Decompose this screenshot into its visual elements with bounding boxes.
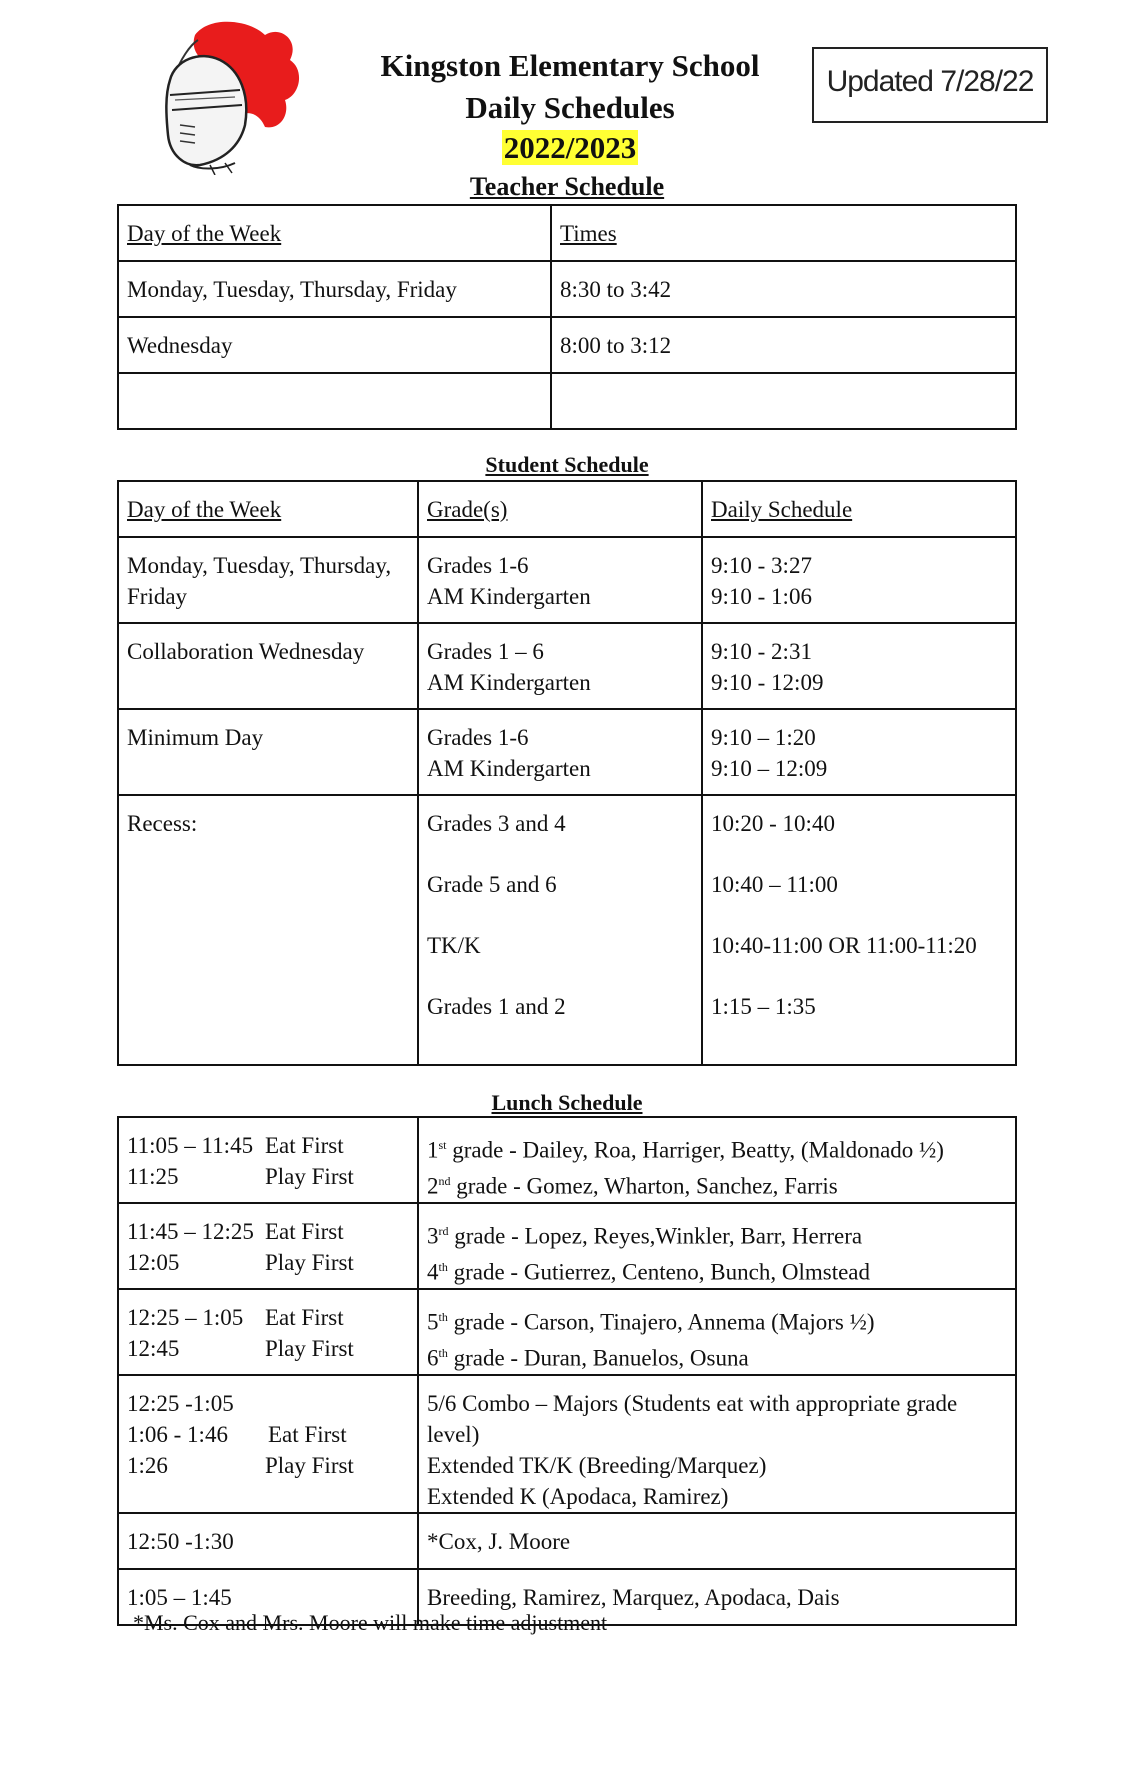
time-text: 12:25 – 1:05 (127, 1305, 244, 1330)
table-cell (418, 1117, 1016, 1203)
table-cell (118, 1203, 418, 1289)
table-cell (702, 537, 1016, 623)
grade-suffix: th (438, 1345, 448, 1360)
time-text: 1:26 (127, 1453, 168, 1478)
grade-suffix: nd (438, 1173, 451, 1188)
cell-line: Grades 1-6 (427, 553, 529, 578)
table-row (118, 261, 1016, 317)
time-text: 11:45 – 12:25 (127, 1219, 254, 1244)
table-cell: 8:30 to 3:42 (551, 261, 1016, 317)
lunch-schedule-table (117, 1116, 1017, 1626)
school-name: Kingston Elementary School (380, 48, 760, 83)
cell-line: Friday (127, 584, 188, 609)
table-row (118, 709, 1016, 795)
cell-line: AM Kindergarten (427, 756, 591, 781)
cell-line (427, 1338, 1007, 1374)
grade-teachers: grade - Gomez, Wharton, Sanchez, Farris (450, 1173, 838, 1199)
table-cell (418, 1375, 1016, 1513)
cell-line: 10:40-11:00 OR 11:00-11:20 (711, 933, 977, 958)
teacher-schedule-title: Teacher Schedule (469, 172, 665, 201)
cell-line (427, 1302, 1007, 1338)
table-cell (418, 1203, 1016, 1289)
table-cell (702, 623, 1016, 709)
grade-number: 6 (427, 1345, 439, 1371)
column-header: Daily Schedule (702, 481, 1016, 537)
table-row (118, 1289, 1016, 1375)
lunch-label: Play First (265, 1336, 354, 1361)
lunch-label: Eat First (265, 1219, 344, 1244)
table-cell: Minimum Day (118, 709, 418, 795)
cell-line (127, 1130, 409, 1161)
grade-suffix: th (438, 1310, 448, 1324)
cell-line: 9:10 - 3:27 (711, 553, 812, 578)
table-cell (118, 1375, 418, 1513)
cell-line: Monday, Tuesday, Thursday, (127, 553, 392, 578)
table-cell: 8:00 to 3:12 (551, 317, 1016, 373)
cell-line: 10:20 - 10:40 (711, 811, 835, 836)
cell-line: Grades 1-6 (427, 725, 529, 750)
cell-line (127, 1450, 409, 1481)
cell-line (427, 1216, 1007, 1252)
time-text: 12:05 (127, 1250, 180, 1275)
knight-helmet-icon (140, 15, 310, 175)
school-year-highlight: 2022/2023 (503, 130, 637, 165)
cell-line: 5/6 Combo – Majors (Students eat with appropriate grade level) (427, 1391, 958, 1447)
table-cell (702, 795, 1016, 1065)
lunch-label: Eat First (265, 1305, 344, 1330)
table-row (118, 373, 1016, 429)
table-cell (418, 1289, 1016, 1375)
lunch-label: Eat First (268, 1422, 347, 1447)
footnote: *Ms. Cox and Mrs. Moore will make time adjustment (133, 1610, 608, 1635)
time-text: 1:06 - 1:46 (127, 1422, 228, 1447)
table-cell: Recess: (118, 795, 418, 1065)
grade-teachers: grade - Dailey, Roa, Harriger, Beatty, (Maldonado ½) (446, 1137, 944, 1163)
grade-number: 5 (427, 1309, 439, 1335)
table-row (118, 1117, 1016, 1203)
table-cell (118, 1117, 418, 1203)
grade-number: 1 (427, 1137, 439, 1163)
cell-line: Grade 5 and 6 (427, 872, 557, 897)
table-cell (118, 537, 418, 623)
table-cell: Wednesday (118, 317, 551, 373)
student-schedule-table (117, 480, 1017, 1066)
cell-line: AM Kindergarten (427, 670, 591, 695)
cell-line: Extended TK/K (Breeding/Marquez) (427, 1453, 767, 1478)
lunch-label: Play First (265, 1250, 354, 1275)
grade-suffix: rd (438, 1224, 449, 1238)
table-cell: *Cox, J. Moore (418, 1513, 1016, 1569)
grade-suffix: st (438, 1138, 447, 1152)
cell-line: Extended K (Apodaca, Ramirez) (427, 1484, 729, 1509)
table-cell: 1:05 – 1:45 (118, 1569, 418, 1625)
table-cell (418, 537, 702, 623)
grade-number: 4 (427, 1259, 439, 1285)
table-row (118, 1203, 1016, 1289)
lunch-label: Play First (265, 1164, 354, 1189)
cell-line (127, 1216, 409, 1247)
time-text: 11:05 – 11:45 (127, 1133, 254, 1158)
table-cell (418, 795, 702, 1065)
grade-teachers: grade - Duran, Banuelos, Osuna (447, 1345, 749, 1371)
table-row (118, 1513, 1016, 1569)
table-cell (551, 373, 1016, 429)
cell-line (127, 1333, 409, 1364)
grade-teachers: grade - Carson, Tinajero, Annema (Majors ½) (447, 1309, 875, 1335)
cell-line: 9:10 - 2:31 (711, 639, 812, 664)
cell-line: 9:10 – 1:20 (711, 725, 816, 750)
grade-suffix: th (438, 1259, 448, 1274)
column-header: Grade(s) (418, 481, 702, 537)
updated-badge: Updated 7/28/22 (812, 47, 1048, 123)
lunch-label: Eat First (265, 1133, 344, 1158)
table-cell: 12:50 -1:30 (118, 1513, 418, 1569)
student-schedule-title: Student Schedule (485, 452, 649, 477)
table-cell: Breeding, Ramirez, Marquez, Apodaca, Dais (418, 1569, 1016, 1625)
cell-line (427, 1166, 1007, 1202)
cell-line: 12:25 -1:05 (127, 1391, 234, 1416)
table-row (118, 1375, 1016, 1513)
table-row (118, 537, 1016, 623)
table-cell (118, 373, 551, 429)
cell-line (127, 1302, 409, 1333)
column-header: Times (551, 205, 1016, 261)
cell-line: 9:10 - 12:09 (711, 670, 824, 695)
table-cell (118, 1289, 418, 1375)
lunch-label: Play First (265, 1453, 354, 1478)
cell-line: 10:40 – 11:00 (711, 872, 838, 897)
table-cell: Monday, Tuesday, Thursday, Friday (118, 261, 551, 317)
teacher-schedule-table (117, 204, 1017, 430)
table-row (118, 795, 1016, 1065)
cell-line (427, 1252, 1007, 1288)
lunch-schedule-title: Lunch Schedule (491, 1090, 643, 1115)
school-year (330, 130, 810, 166)
column-header: Day of the Week (118, 205, 551, 261)
table-header-row (118, 205, 1016, 261)
grade-teachers: grade - Lopez, Reyes,Winkler, Barr, Herrera (448, 1223, 863, 1249)
cell-line: TK/K (427, 933, 481, 958)
cell-line (127, 1247, 409, 1278)
cell-line: 1:15 – 1:35 (711, 994, 816, 1019)
cell-line: Grades 1 – 6 (427, 639, 544, 664)
table-row (118, 317, 1016, 373)
grade-number: 3 (427, 1223, 439, 1249)
cell-line (127, 1161, 409, 1192)
table-cell (418, 623, 702, 709)
cell-line: Grades 1 and 2 (427, 994, 566, 1019)
table-row (118, 623, 1016, 709)
cell-line: 9:10 - 1:06 (711, 584, 812, 609)
time-text: 12:45 (127, 1336, 180, 1361)
table-cell (702, 709, 1016, 795)
cell-line (427, 1130, 1007, 1166)
grade-teachers: grade - Gutierrez, Centeno, Bunch, Olmstead (447, 1259, 871, 1285)
table-header-row (118, 481, 1016, 537)
page-subtitle: Daily Schedules (465, 90, 675, 125)
table-cell: Collaboration Wednesday (118, 623, 418, 709)
cell-line (127, 1419, 409, 1450)
grade-number: 2 (427, 1173, 439, 1199)
cell-line: AM Kindergarten (427, 584, 591, 609)
column-header: Day of the Week (118, 481, 418, 537)
table-cell (418, 709, 702, 795)
cell-line: 9:10 – 12:09 (711, 756, 828, 781)
time-text: 11:25 (127, 1164, 179, 1189)
cell-line: Grades 3 and 4 (427, 811, 566, 836)
